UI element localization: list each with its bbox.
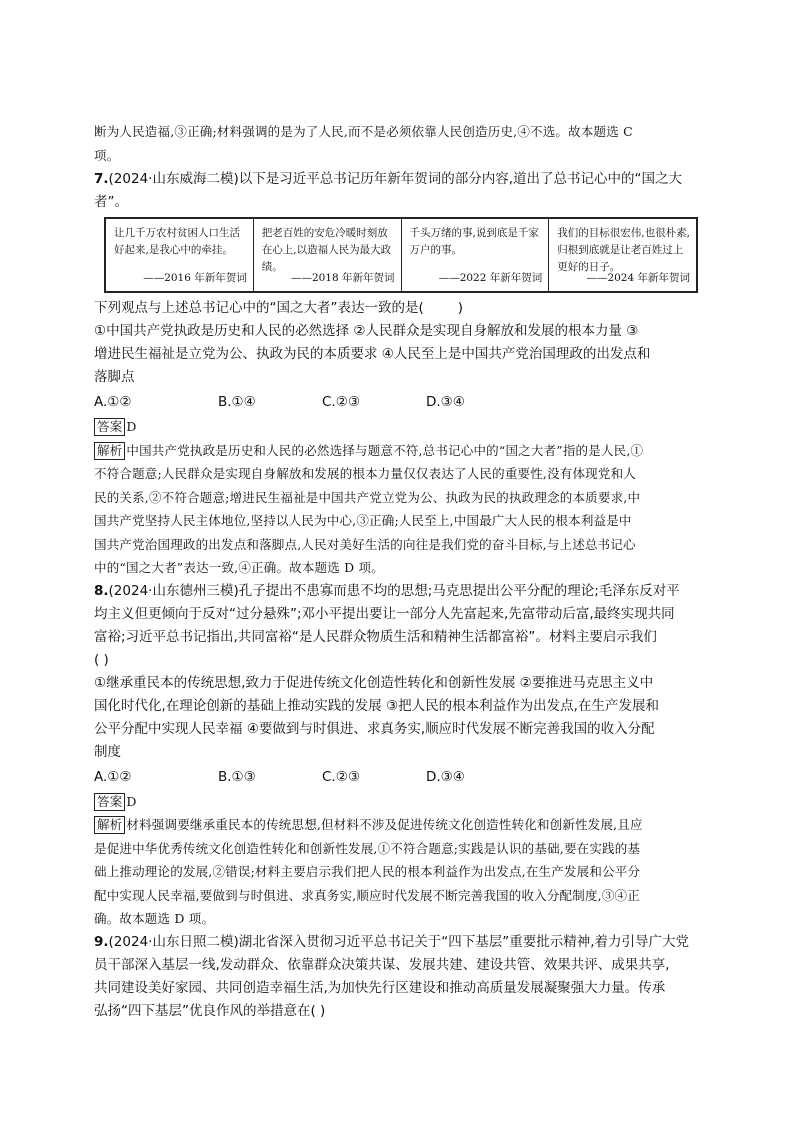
quote-cell — [254, 219, 402, 291]
prompt-paren: ) — [457, 300, 464, 316]
question-stem-line: 共同建设美好家园、共同创造幸福生活,为加快先行区建设和推动高质量发展凝聚强大力量。传承 — [94, 979, 666, 996]
answer-paren: ( ) — [94, 651, 109, 668]
document-page — [94, 120, 700, 1023]
option-b[interactable]: B.①③ — [218, 768, 256, 785]
option-b[interactable]: B.①④ — [218, 394, 256, 410]
answer-value: D — [126, 419, 137, 434]
explanation-text: 材料强调要继承重民本的传统思想,但材料不涉及促进传统文化创造性转化和创新性发展,且应 — [126, 817, 643, 832]
statement-line: 制度 — [94, 743, 121, 760]
question-stem-line: 富裕;习近平总书记指出,共同富裕“是人民群众物质生活和精神生活都富裕”。材料主要启示我们 — [94, 628, 657, 645]
question-stem-line — [94, 580, 700, 603]
statement-line: 落脚点 — [94, 369, 135, 385]
quote-text: 把老百姓的安危冷暖时刻放在心上,以造福人民为最大政绩。 — [261, 227, 392, 273]
stem-text: (2024·山东日照二模)湖北省深入贯彻习近平总书记关于“四下基层”重要批示精神,着力引导广大党 — [108, 933, 689, 950]
option-row — [94, 389, 700, 415]
explanation-line: 础上推动理论的发展,②错误;材料主要启示我们把人民的根本利益作为出发点,在生产发展和公平分 — [94, 864, 641, 879]
stem-text: (2024·山东威海二模)以下是习近平总书记历年新年贺词的部分内容,道出了总书记心中的“国之大 — [108, 171, 682, 187]
question-number: 9. — [94, 933, 109, 950]
quote-text: 让几千万农村贫困人口生活好起来,是我心中的牵挂。 — [114, 227, 240, 256]
answer-tag: 答案 — [94, 418, 125, 436]
question-number: 8. — [94, 582, 109, 599]
question-stem-line: 员干部深入基层一线,发动群众、依靠群众决策共谋、发展共建、建设共管、效果共评、成果共享, — [94, 956, 670, 973]
question-number: 7. — [94, 171, 109, 187]
option-a[interactable]: A.①② — [94, 394, 132, 410]
question-stem-line: 均主义但更倾向于反对“过分悬殊”;邓小平提出要让一部分人先富起来,先富带动后富,最终实现共同 — [94, 605, 675, 622]
answer-line — [94, 415, 700, 439]
previous-explanation — [94, 120, 700, 167]
question-stem-line: 弘扬“四下基层”优良作风的举措意在( ) — [94, 1002, 326, 1019]
explanation-line — [94, 439, 700, 463]
quote-source: ——2024 年新年贺词 — [586, 272, 690, 284]
explanation-line: 是促进中华优秀传统文化创造性转化和创新性发展,①不符合题意;实践是认识的基础,要在实践的基 — [94, 840, 641, 856]
answer-tag: 答案 — [94, 793, 125, 811]
statement-line: ①继承重民本的传统思想,致力于促进传统文化创造性转化和创新性发展 ②要推进马克思主义中 — [94, 674, 654, 691]
explanation-tag: 解析 — [94, 816, 125, 834]
option-d[interactable]: D.③④ — [426, 768, 465, 785]
option-row — [94, 764, 700, 790]
quote-source: ——2016 年新年贺词 — [143, 272, 247, 284]
statement-line: 国化时代化,在理论创新的基础上推动实践的发展 ③把人民的根本利益作为出发点,在生产发展和 — [94, 697, 659, 714]
option-a[interactable]: A.①② — [94, 768, 132, 785]
quote-source: ——2018 年新年贺词 — [290, 272, 395, 284]
quote-source: ——2022 年新年贺词 — [438, 272, 543, 284]
question-7 — [94, 168, 700, 580]
explanation-line — [94, 813, 700, 837]
explanation-line: 国共产党坚持人民主体地位,坚持以人民为中心,③正确;人民至上,中国最广大人民的根本利益是中 — [94, 513, 632, 528]
explanation-line: 中的“国之大者”表达一致,④正确。故本题选 D 项。 — [94, 560, 384, 575]
quote-cell — [402, 219, 550, 291]
question-prompt — [94, 297, 700, 320]
explanation-line: 国共产党治国理政的出发点和落脚点,人民对美好生活的向往是我们党的奋斗目标,与上述总书记心 — [94, 536, 636, 552]
answer-line — [94, 790, 700, 814]
question-stem-line — [94, 931, 700, 954]
explanation-text: 中国共产党执政是历史和人民的必然选择与题意不符,总书记心中的“国之大者”指的是人民,① — [126, 442, 644, 458]
question-9 — [94, 931, 700, 1023]
text-line: 项。 — [94, 147, 120, 163]
statement-line: 公平分配中实现人民幸福 ④要做到与时俱进、求真务实,顺应时代发展不断完善我国的收入分配 — [94, 720, 655, 737]
explanation-line: 确。故本题选 D 项。 — [94, 911, 215, 926]
prompt-text: 下列观点与上述总书记心中的“国之大者”表达一致的是( — [94, 300, 424, 316]
quote-cell — [106, 219, 254, 291]
stem-text: (2024·山东德州三模)孔子提出不患寡而患不均的思想;马克思提出公平分配的理论;毛泽东反对平 — [108, 582, 680, 599]
option-c[interactable]: C.②③ — [322, 394, 360, 410]
statement-line: 增进民生福祉是立党为公、执政为民的本质要求 ④人民至上是中国共产党治国理政的出发点和 — [94, 346, 651, 362]
quote-table — [104, 217, 698, 293]
explanation-tag: 解析 — [94, 442, 125, 460]
quote-text: 千头万绪的事,说到底是千家万户的事。 — [409, 227, 539, 256]
explanation-line: 配中实现人民幸福,要做到与时俱进、求真务实,顺应时代发展不断完善我国的收入分配制度,③④正 — [94, 887, 640, 903]
option-d[interactable]: D.③④ — [426, 394, 465, 410]
explanation-line: 不符合题意;人民群众是实现自身解放和发展的根本力量仅仅表达了人民的重要性,没有体现党和人 — [94, 466, 636, 481]
explanation-line: 民的关系,②不符合题意;增进民生福祉是中国共产党立党为公、执政为民的执政理念的本质要求,中 — [94, 489, 641, 505]
answer-value: D — [126, 793, 137, 809]
text-line: 断为人民造福,③正确;材料强调的是为了人民,而不是必须依靠人民创造历史,④不选。故本题选 C — [94, 124, 633, 139]
statement-line: ①中国共产党执政是历史和人民的必然选择 ②人民群众是实现自身解放和发展的根本力量 ③ — [94, 323, 639, 339]
quote-text: 我们的目标很宏伟,也很朴素,归根到底就是让老百姓过上更好的日子。 — [557, 227, 690, 273]
question-stem-line — [94, 168, 700, 191]
option-c[interactable]: C.②③ — [322, 768, 360, 785]
question-stem-line: 者”。 — [94, 194, 128, 210]
quote-cell — [549, 219, 696, 291]
question-8 — [94, 580, 700, 931]
